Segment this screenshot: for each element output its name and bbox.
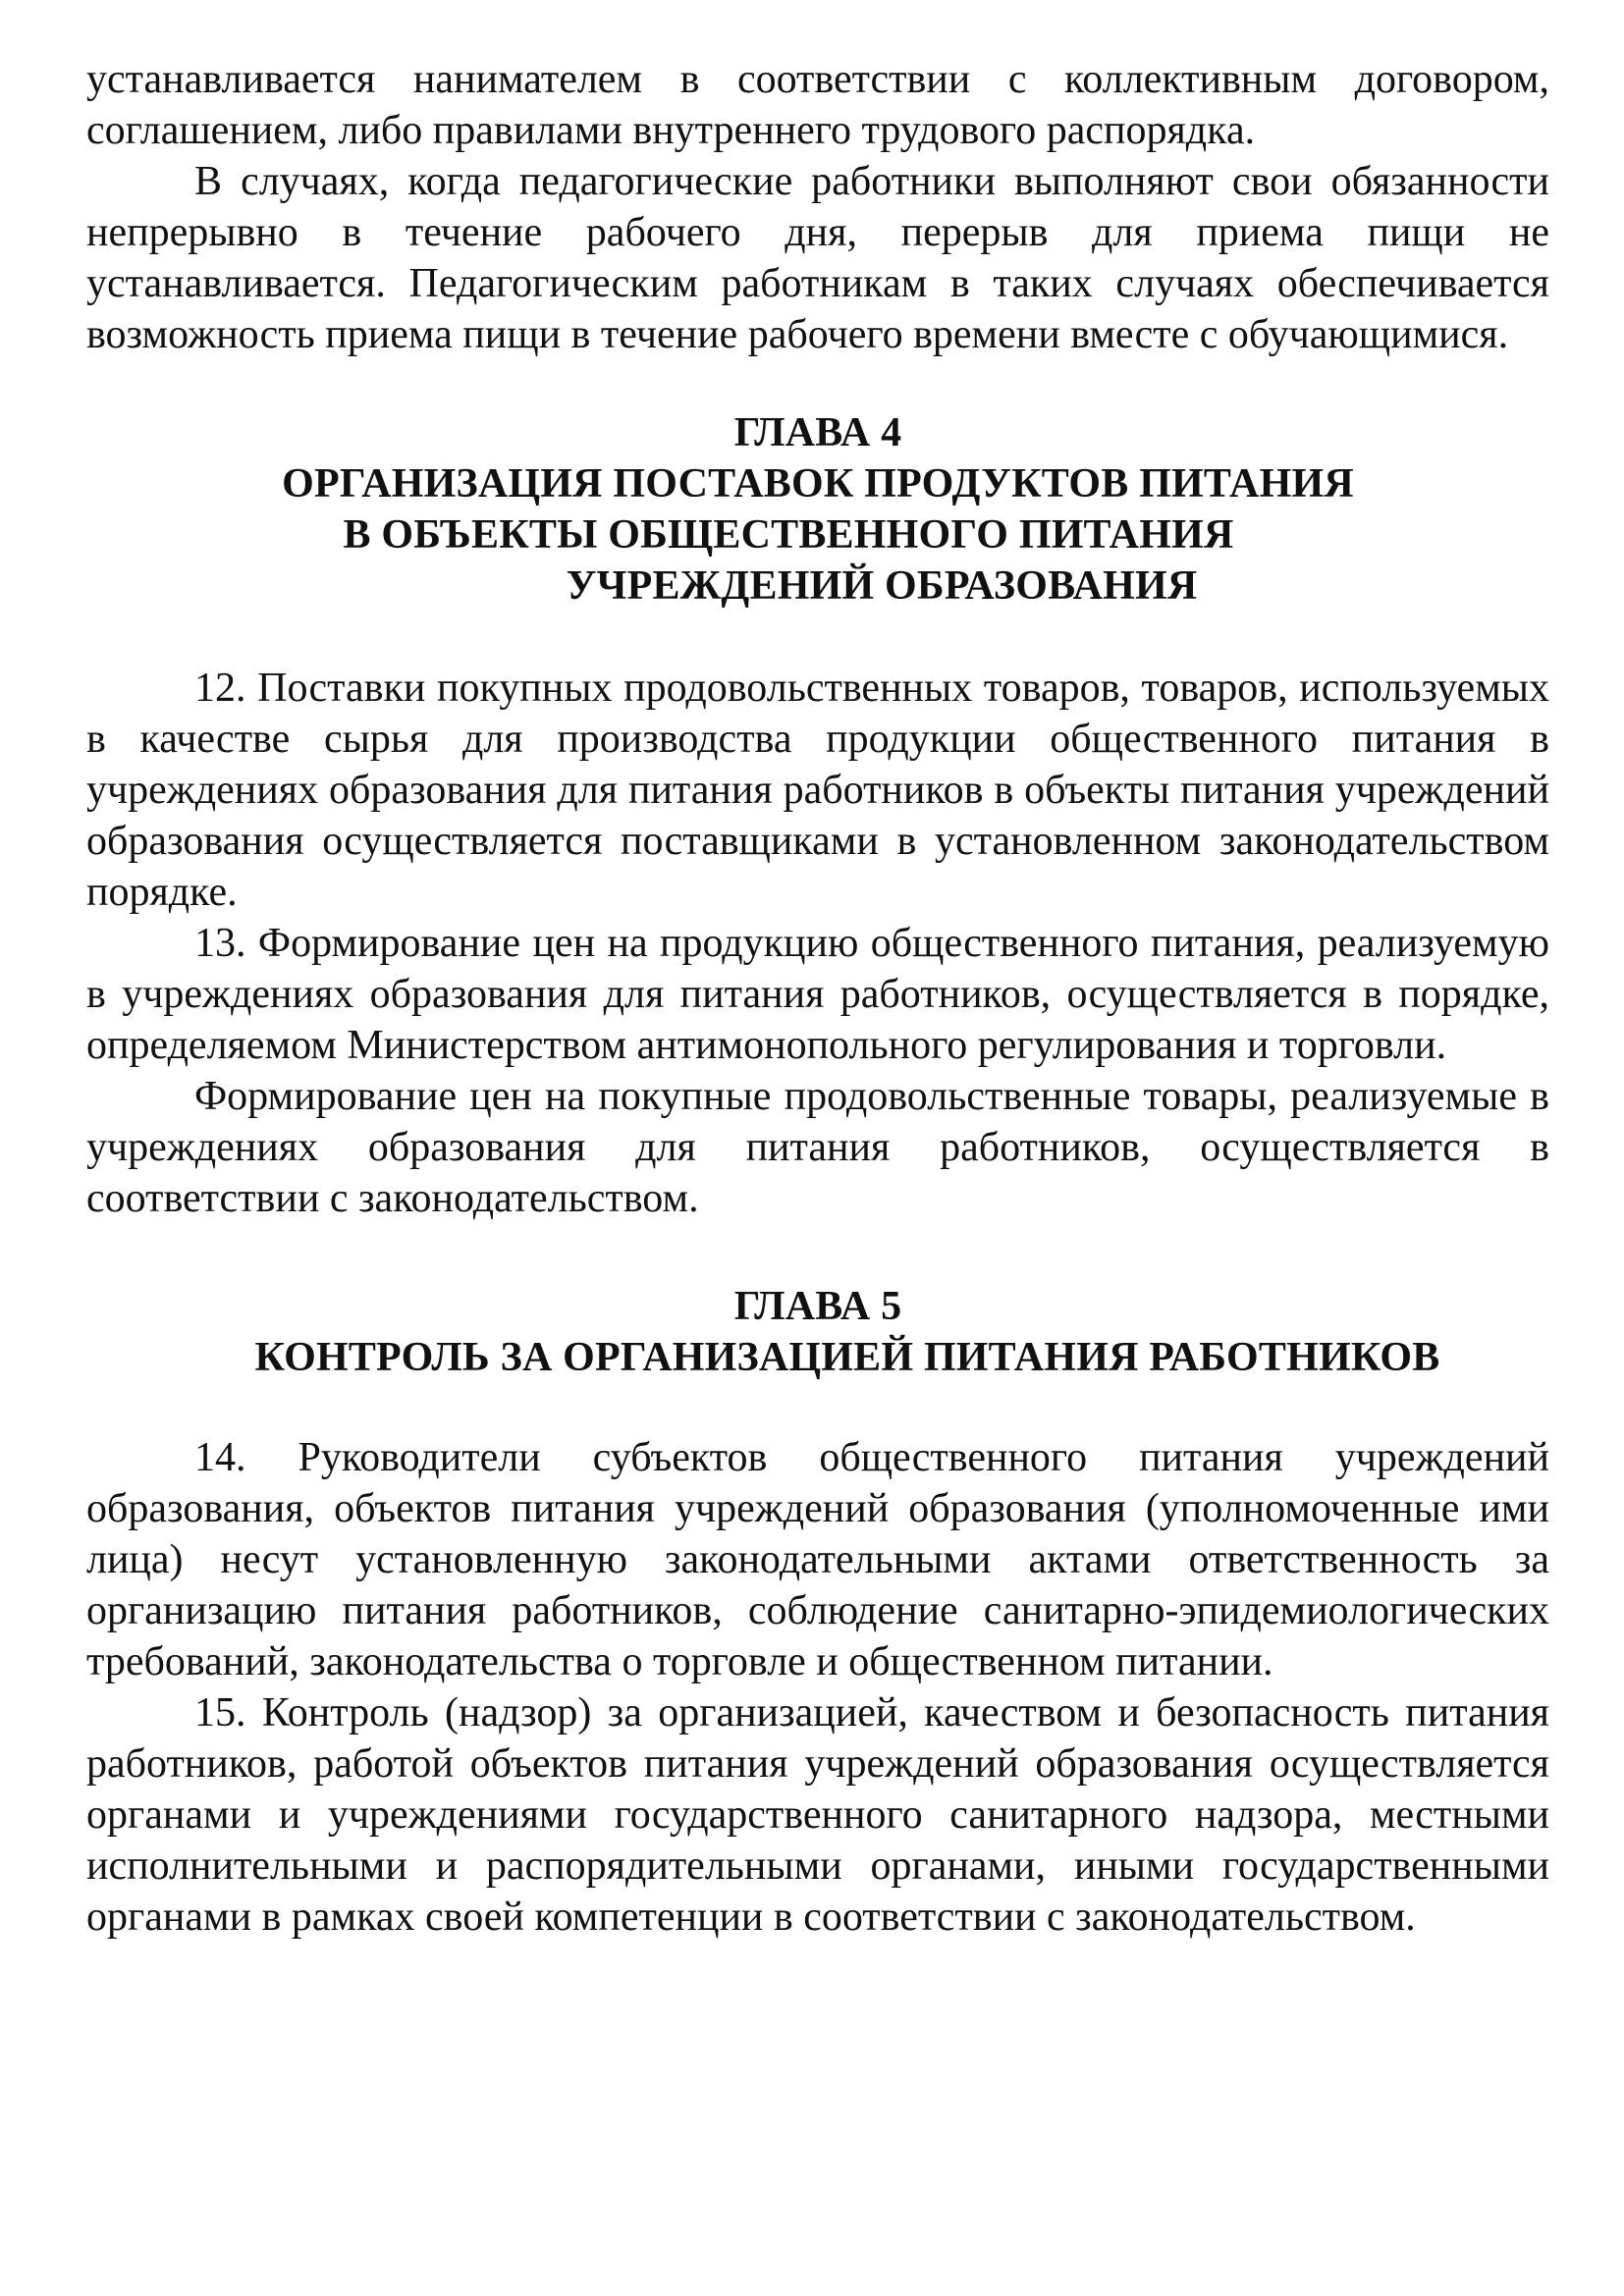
chapter-5-title-line-1: КОНТРОЛЬ ЗА ОРГАНИЗАЦИЕЙ ПИТАНИЯ РАБОТНИКОВ <box>254 1335 1440 1380</box>
chapter-5-heading <box>86 1281 1549 1383</box>
paragraph-13: 13. Формирование цен на продукцию общественного питания, реализуемую в учреждениях образования для питания работников, осуществляется в порядке, определяемом Министерством антимонопольного регулирования и торговли. <box>86 921 1549 1068</box>
chapter-4-title-line-3: УЧРЕЖДЕНИЙ ОБРАЗОВАНИЯ <box>566 563 1198 609</box>
paragraph-12: 12. Поставки покупных продовольственных товаров, товаров, используемых в качестве сырья для производства продукции общественного питания в учреждениях образования для питания работников в объекты питания учреждений образования осуществляется поставщиками в установленном законодательством порядке. <box>86 666 1549 915</box>
intro-paragraph-2: В случаях, когда педагогические работники выполняют свои обязанности непрерывно в течение рабочего дня, перерыв для приема пищи не устанавливается. Педагогическим работникам в таких случаях обеспечивается возможность приема пищи в течение рабочего времени вместе с обучающимися. <box>86 159 1549 357</box>
chapter-4-number: ГЛАВА 4 <box>733 410 902 455</box>
intro-paragraph-1: устанавливается нанимателем в соответствии с коллективным договором, соглашением, либо правилами внутреннего трудового распорядка. <box>86 57 1549 153</box>
paragraph-15: 15. Контроль (надзор) за организацией, качеством и безопасность питания работников, работой объектов питания учреждений образования осуществляется органами и учреждениями государственного санитарного надзора, местными исполнительными и распорядительными органами, иными государственными органами в рамках своей компетенции в соответствии с законодательством. <box>86 1690 1549 1940</box>
document-page <box>86 54 1549 1943</box>
chapter-4-heading <box>86 407 1549 612</box>
paragraph-13-continued: Формирование цен на покупные продовольственные товары, реализуемые в учреждениях образования для питания работников, осуществляется в соответствии с законодательством. <box>86 1074 1549 1221</box>
chapter-4-title-line-2: В ОБЪЕКТЫ ОБЩЕСТВЕННОГО ПИТАНИЯ <box>343 512 1234 558</box>
chapter-4-title-line-1: ОРГАНИЗАЦИЯ ПОСТАВОК ПРОДУКТОВ ПИТАНИЯ <box>282 461 1354 507</box>
paragraph-14: 14. Руководители субъектов общественного питания учреждений образования, объектов питания учреждений образования (уполномоченные ими лица) несут установленную законодательными актами ответственность за организацию питания работников, соблюдение санитарно-эпидемиологических требований, законодательства о торговле и общественном питании. <box>86 1435 1549 1684</box>
chapter-5-number: ГЛАВА 5 <box>733 1284 902 1329</box>
